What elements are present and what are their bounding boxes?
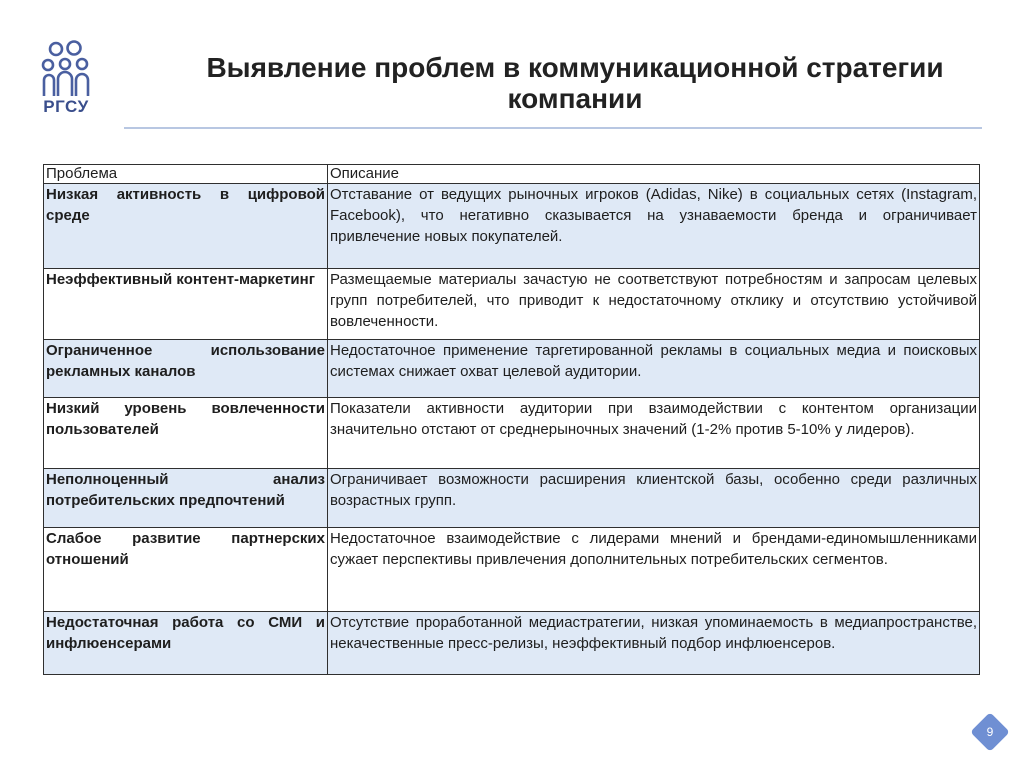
table-row <box>44 184 980 269</box>
description-cell: Показатели активности аудитории при взаимодействии с контентом организации значительно отстают от среднерыночных значений (1-2% против 5-10% у лидеров). <box>328 398 980 469</box>
table-header-row <box>44 165 980 184</box>
problem-cell: Недостаточная работа со СМИ и инфлюенсерами <box>44 612 328 675</box>
table-row <box>44 469 980 528</box>
people-logo-icon <box>36 40 98 100</box>
table-row <box>44 340 980 398</box>
page-title: Выявление проблем в коммуникационной стратегии компании <box>206 52 944 114</box>
problem-cell: Низкая активность в цифровой среде <box>44 184 328 269</box>
description-cell: Ограничивает возможности расширения клиентской базы, особенно среди различных возрастных групп. <box>328 469 980 528</box>
table-row <box>44 612 980 675</box>
description-cell: Отставание от ведущих рыночных игроков (Adidas, Nike) в социальных сетях (Instagram, Facebook), что негативно сказывается на узнаваемости бренда и ограничивает привлечение новых покупателей. <box>328 184 980 269</box>
problem-cell: Неэффективный контент-маркетинг <box>44 269 328 340</box>
description-cell: Отсутствие проработанной медиастратегии, низкая упоминаемость в медиапространстве, некачественные пресс-релизы, неэффективный подбор инфлюенсеров. <box>328 612 980 675</box>
title-divider <box>124 127 982 129</box>
problem-cell: Неполноценный анализ потребительских предпочтений <box>44 469 328 528</box>
table-row <box>44 398 980 469</box>
table-row <box>44 269 980 340</box>
logo-text: РГСУ <box>43 97 89 116</box>
column-header-description: Описание <box>328 165 980 184</box>
description-cell: Недостаточное взаимодействие с лидерами мнений и брендами-единомышленниками сужает перспективы привлечения дополнительных потребительских сегментов. <box>328 528 980 612</box>
table-row <box>44 528 980 612</box>
description-cell: Размещаемые материалы зачастую не соответствуют потребностям и запросам целевых групп потребителей, что приводит к недостаточному отклику и отсутствию устойчивой вовлеченности. <box>328 269 980 340</box>
column-header-problem: Проблема <box>44 165 328 184</box>
problem-cell: Ограниченное использование рекламных каналов <box>44 340 328 398</box>
problem-cell: Низкий уровень вовлеченности пользователей <box>44 398 328 469</box>
problems-table <box>43 164 980 675</box>
description-cell: Недостаточное применение таргетированной рекламы в социальных медиа и поисковых системах снижает охват целевой аудитории. <box>328 340 980 398</box>
problem-cell: Слабое развитие партнерских отношений <box>44 528 328 612</box>
page-number: 9 <box>986 725 994 739</box>
